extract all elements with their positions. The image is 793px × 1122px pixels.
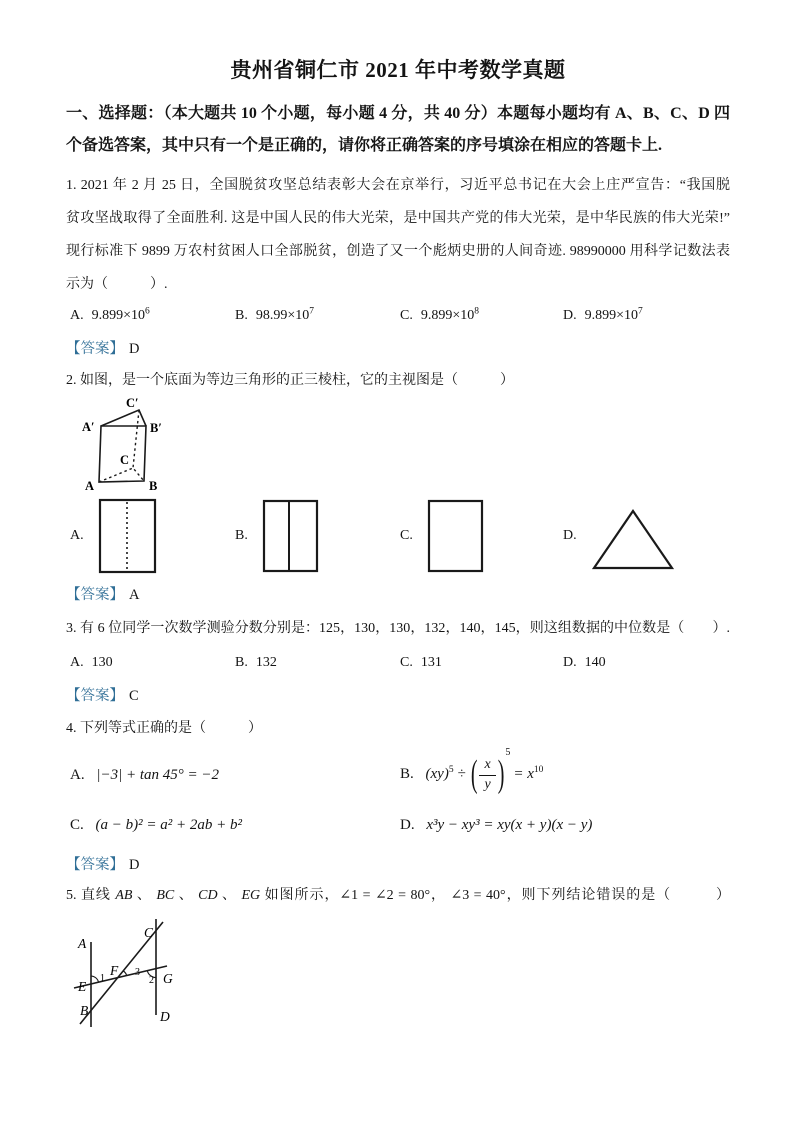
q1-option-d <box>563 308 730 324</box>
q5-geometry-figure <box>66 917 301 1059</box>
q4-option-d-formula: x³y − xy³ = xy(x + y)(x − y) <box>426 816 593 833</box>
q1-answer-line <box>66 337 730 359</box>
angle-1-arc <box>91 976 99 982</box>
fraction-numerator: x <box>479 757 495 775</box>
q4-option-b-result: = x <box>513 766 534 783</box>
point-label-G: G <box>163 971 173 986</box>
question-2-text: 2. 如图，是一个底面为等边三角形的正三棱柱，它的主视图是（ ） <box>66 373 514 388</box>
q2-options <box>66 496 730 576</box>
page-title: 贵州省铜仁市 2021 年中考数学真题 <box>230 58 566 82</box>
prism-label-a: A <box>85 479 95 493</box>
q4-answer-value: D <box>129 857 140 873</box>
fraction-denominator: y <box>484 776 491 792</box>
q2-option-c-shape <box>427 499 485 573</box>
q2-option-d-shape <box>591 508 675 572</box>
q4-option-b-fraction <box>479 757 495 792</box>
q1-option-a <box>70 308 235 324</box>
q4-option-b-exp2: 5 <box>505 747 511 759</box>
q4-option-c-label: C. <box>70 816 84 833</box>
point-label-D: D <box>160 1009 170 1024</box>
answer-label: 【答案】 <box>66 688 124 704</box>
q2-option-a-label: A. <box>70 528 84 543</box>
q2-option-a <box>70 498 235 574</box>
q1-option-c-exponent: 8 <box>474 306 479 317</box>
q4-option-b-exp3: 10 <box>533 765 544 776</box>
q1-line2: 贫攻坚战取得了全面胜利. 这是中国人民的伟大光荣，是中国共产党的伟大光荣，是中华民族的伟大光荣!” <box>66 211 730 226</box>
q4-option-b-base: (xy) <box>425 766 449 783</box>
q2-prism-figure <box>78 396 202 494</box>
q4-option-b-label: B. <box>400 766 414 783</box>
q3-option-d-label: D. <box>563 655 577 670</box>
answer-label: 【答案】 <box>66 341 124 357</box>
prism-hidden-edges-bottom <box>99 468 144 482</box>
q5-separator: 、 <box>217 888 242 903</box>
q4-options-row-1 <box>66 746 730 804</box>
q1-option-c-label: C. <box>400 308 413 323</box>
q2-option-c <box>400 499 563 573</box>
line-name-AB: AB <box>115 888 133 903</box>
q4-option-a-formula: |−3| + tan 45° = −2 <box>96 766 219 783</box>
q1-options <box>66 304 730 328</box>
q2-option-b-shape <box>262 499 320 573</box>
q4-option-b <box>400 747 730 795</box>
q1-option-b-value: 98.99×10 <box>255 308 310 323</box>
q1-option-b-exponent: 7 <box>309 306 314 317</box>
question-4-text: 4. 下列等式正确的是（ ） <box>66 721 262 736</box>
line-name-CD: CD <box>198 888 218 903</box>
point-label-F: F <box>110 963 119 978</box>
section-header-line2: 个备选答案，其中只有一个是正确的，请你将正确答案的序号填涂在相应的答题卡上. <box>66 137 663 154</box>
q2-option-a-shape <box>98 498 158 574</box>
q4-option-b-exp1: 5 <box>448 765 454 776</box>
q2-option-c-label: C. <box>400 528 413 543</box>
q1-option-c-value: 9.899×10 <box>420 308 475 323</box>
q1-option-d-exponent: 7 <box>638 306 643 317</box>
section-header <box>66 98 730 162</box>
prism-hidden-edge-vertical <box>133 410 139 468</box>
q2-option-d-label: D. <box>563 528 577 543</box>
point-label-C: C <box>144 925 154 940</box>
q2-option-b <box>235 499 400 573</box>
q1-option-b-label: B. <box>235 308 248 323</box>
big-right-paren: ) <box>497 753 505 795</box>
q3-options <box>66 651 730 675</box>
q3-option-a-value: 130 <box>91 655 113 670</box>
q3-option-b-value: 132 <box>255 655 277 670</box>
q3-option-b-label: B. <box>235 655 248 670</box>
prism-label-b-prime: B′ <box>150 421 162 435</box>
prism-label-c: C <box>120 453 130 467</box>
q4-option-c <box>70 817 400 834</box>
q1-option-d-value: 9.899×10 <box>584 308 639 323</box>
line-name-EG: EG <box>241 888 261 903</box>
q4-option-c-formula: (a − b)² = a² + 2ab + b² <box>95 816 242 833</box>
prism-label-a-prime: A′ <box>82 420 95 434</box>
prism-label-b: B <box>149 479 158 493</box>
division-sign: ÷ <box>457 766 466 783</box>
angle-label-2: 2 <box>149 975 154 986</box>
q1-option-a-value: 9.899×10 <box>91 308 146 323</box>
q4-answer-line <box>66 853 730 875</box>
q1-option-a-exponent: 6 <box>145 306 150 317</box>
q4-option-a <box>70 767 400 784</box>
q1-option-d-label: D. <box>563 308 577 323</box>
q3-option-d-value: 140 <box>584 655 606 670</box>
q3-option-a-label: A. <box>70 655 84 670</box>
q3-answer-value: C <box>129 688 139 704</box>
q3-option-a <box>70 655 235 671</box>
q1-line3: 现行标准下 9899 万农村贫困人口全部脱贫，创造了又一个彪炳史册的人间奇迹. 98990000 用科学记数法表 <box>66 244 730 259</box>
answer-label: 【答案】 <box>66 857 124 873</box>
q3-option-d <box>563 655 730 671</box>
point-label-A: A <box>78 936 87 951</box>
angle-label-1: 1 <box>100 973 105 984</box>
q2-answer-line <box>66 583 730 605</box>
q1-line4: 示为（ ）. <box>66 277 168 292</box>
answer-label: 【答案】 <box>66 587 124 603</box>
q5-separator: 、 <box>132 888 157 903</box>
q1-option-c <box>400 308 563 324</box>
big-left-paren: ( <box>470 753 478 795</box>
q3-option-b <box>235 655 400 671</box>
q3-option-c <box>400 655 563 671</box>
point-label-B: B <box>80 1003 89 1018</box>
q1-option-b <box>235 308 400 324</box>
q1-line1: 1. 2021 年 2 月 25 日，全国脱贫攻坚总结表彰大会在京举行，习近平总书记在大会上庄严宣告：“我国脱 <box>66 178 730 193</box>
angle-label-3: 3 <box>135 967 140 978</box>
q2-option-b-label: B. <box>235 528 248 543</box>
q5-text-part: 如图所示，∠1 = ∠2 = 80°， ∠3 = 40°，则下列结论错误的是（ ） <box>260 888 731 903</box>
q3-option-c-label: C. <box>400 655 413 670</box>
question-3-text: 3. 有 6 位同学一次数学测验分数分别是：125，130，130，132，140，145，则这组数据的中位数是（ ）. <box>66 621 730 636</box>
q4-option-d-label: D. <box>400 816 415 833</box>
section-header-line1: 一、选择题：（本大题共 10 个小题，每小题 4 分，共 40 分）本题每小题均有 A、B、C、D 四 <box>66 105 730 122</box>
q1-option-a-label: A. <box>70 308 84 323</box>
q5-separator: 、 <box>174 888 199 903</box>
q3-answer-line <box>66 684 730 706</box>
q3-option-c-value: 131 <box>420 655 442 670</box>
line-name-BC: BC <box>156 888 175 903</box>
q4-option-a-label: A. <box>70 766 85 783</box>
q2-answer-value: A <box>129 587 140 603</box>
q2-option-d <box>563 500 730 572</box>
q1-answer-value: D <box>129 341 140 357</box>
prism-label-c-prime: C′ <box>126 396 139 410</box>
question-1-text <box>66 169 730 301</box>
q5-text-part: 5. 直线 <box>66 888 116 903</box>
point-label-E: E <box>78 979 87 994</box>
q4-option-d <box>400 817 730 834</box>
q4-options-row-2 <box>66 810 730 840</box>
question-5-text <box>66 885 730 907</box>
